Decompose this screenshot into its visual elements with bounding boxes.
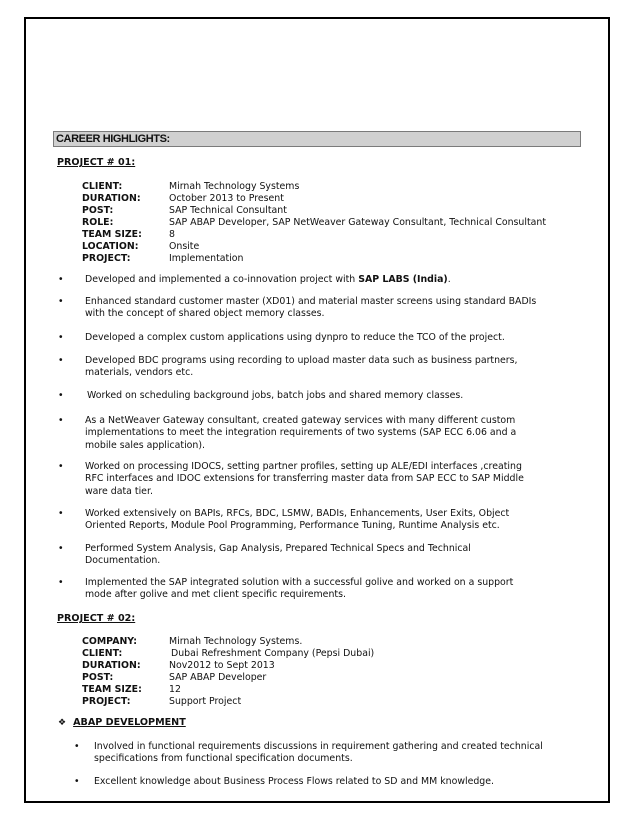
bullet-icon: • (58, 332, 64, 343)
field-value: Mirnah Technology Systems. (169, 636, 303, 647)
field-label: DURATION: (82, 660, 141, 671)
field-label: POST: (82, 205, 114, 216)
bullet-icon: • (58, 296, 64, 307)
section-title: CAREER HIGHLIGHTS: (53, 131, 581, 147)
bullet-icon: • (58, 543, 64, 554)
field-value: October 2013 to Present (169, 193, 284, 204)
field-label: PROJECT: (82, 696, 131, 707)
bullet-icon: • (58, 577, 64, 588)
bullet-icon: • (58, 355, 64, 366)
field-value: 8 (169, 229, 175, 240)
bullet-icon: • (58, 508, 64, 519)
field-value: 12 (169, 684, 181, 695)
bullet-icon: • (74, 741, 80, 752)
field-value: SAP ABAP Developer, SAP NetWeaver Gateway Consultant, Technical Consultant (169, 217, 547, 228)
bullet-icon: • (58, 390, 64, 401)
bullet-icon: • (58, 461, 64, 472)
field-label: LOCATION: (82, 241, 139, 252)
field-value: Dubai Refreshment Company (Pepsi Dubai) (171, 648, 375, 659)
project1-heading: PROJECT # 01: (57, 157, 136, 168)
field-value: Support Project (169, 696, 242, 707)
field-label: DURATION: (82, 193, 141, 204)
bullet-icon: • (58, 274, 64, 285)
field-value: Implementation (169, 253, 244, 264)
field-value: Nov2012 to Sept 2013 (169, 660, 275, 671)
field-value: SAP Technical Consultant (169, 205, 287, 216)
bullet-icon: • (74, 776, 80, 787)
field-label: POST: (82, 672, 114, 683)
field-value: SAP ABAP Developer (169, 672, 267, 683)
project2-heading: PROJECT # 02: (57, 613, 136, 624)
bullet-icon: • (58, 415, 64, 426)
field-label: CLIENT: (82, 181, 123, 192)
field-label: ROLE: (82, 217, 114, 228)
subsection-title: ABAP DEVELOPMENT (73, 717, 186, 728)
field-label: TEAM SIZE: (82, 229, 142, 240)
field-value: Mirnah Technology Systems (169, 181, 300, 192)
field-value: Onsite (169, 241, 200, 252)
field-label: TEAM SIZE: (82, 684, 142, 695)
field-label: CLIENT: (82, 648, 123, 659)
field-label: COMPANY: (82, 636, 138, 647)
abap-development-heading (58, 717, 186, 728)
diamond-bullet-icon: ❖ (58, 718, 67, 728)
field-label: PROJECT: (82, 253, 131, 264)
highlight-text: SAP LABS (India) (358, 274, 448, 285)
